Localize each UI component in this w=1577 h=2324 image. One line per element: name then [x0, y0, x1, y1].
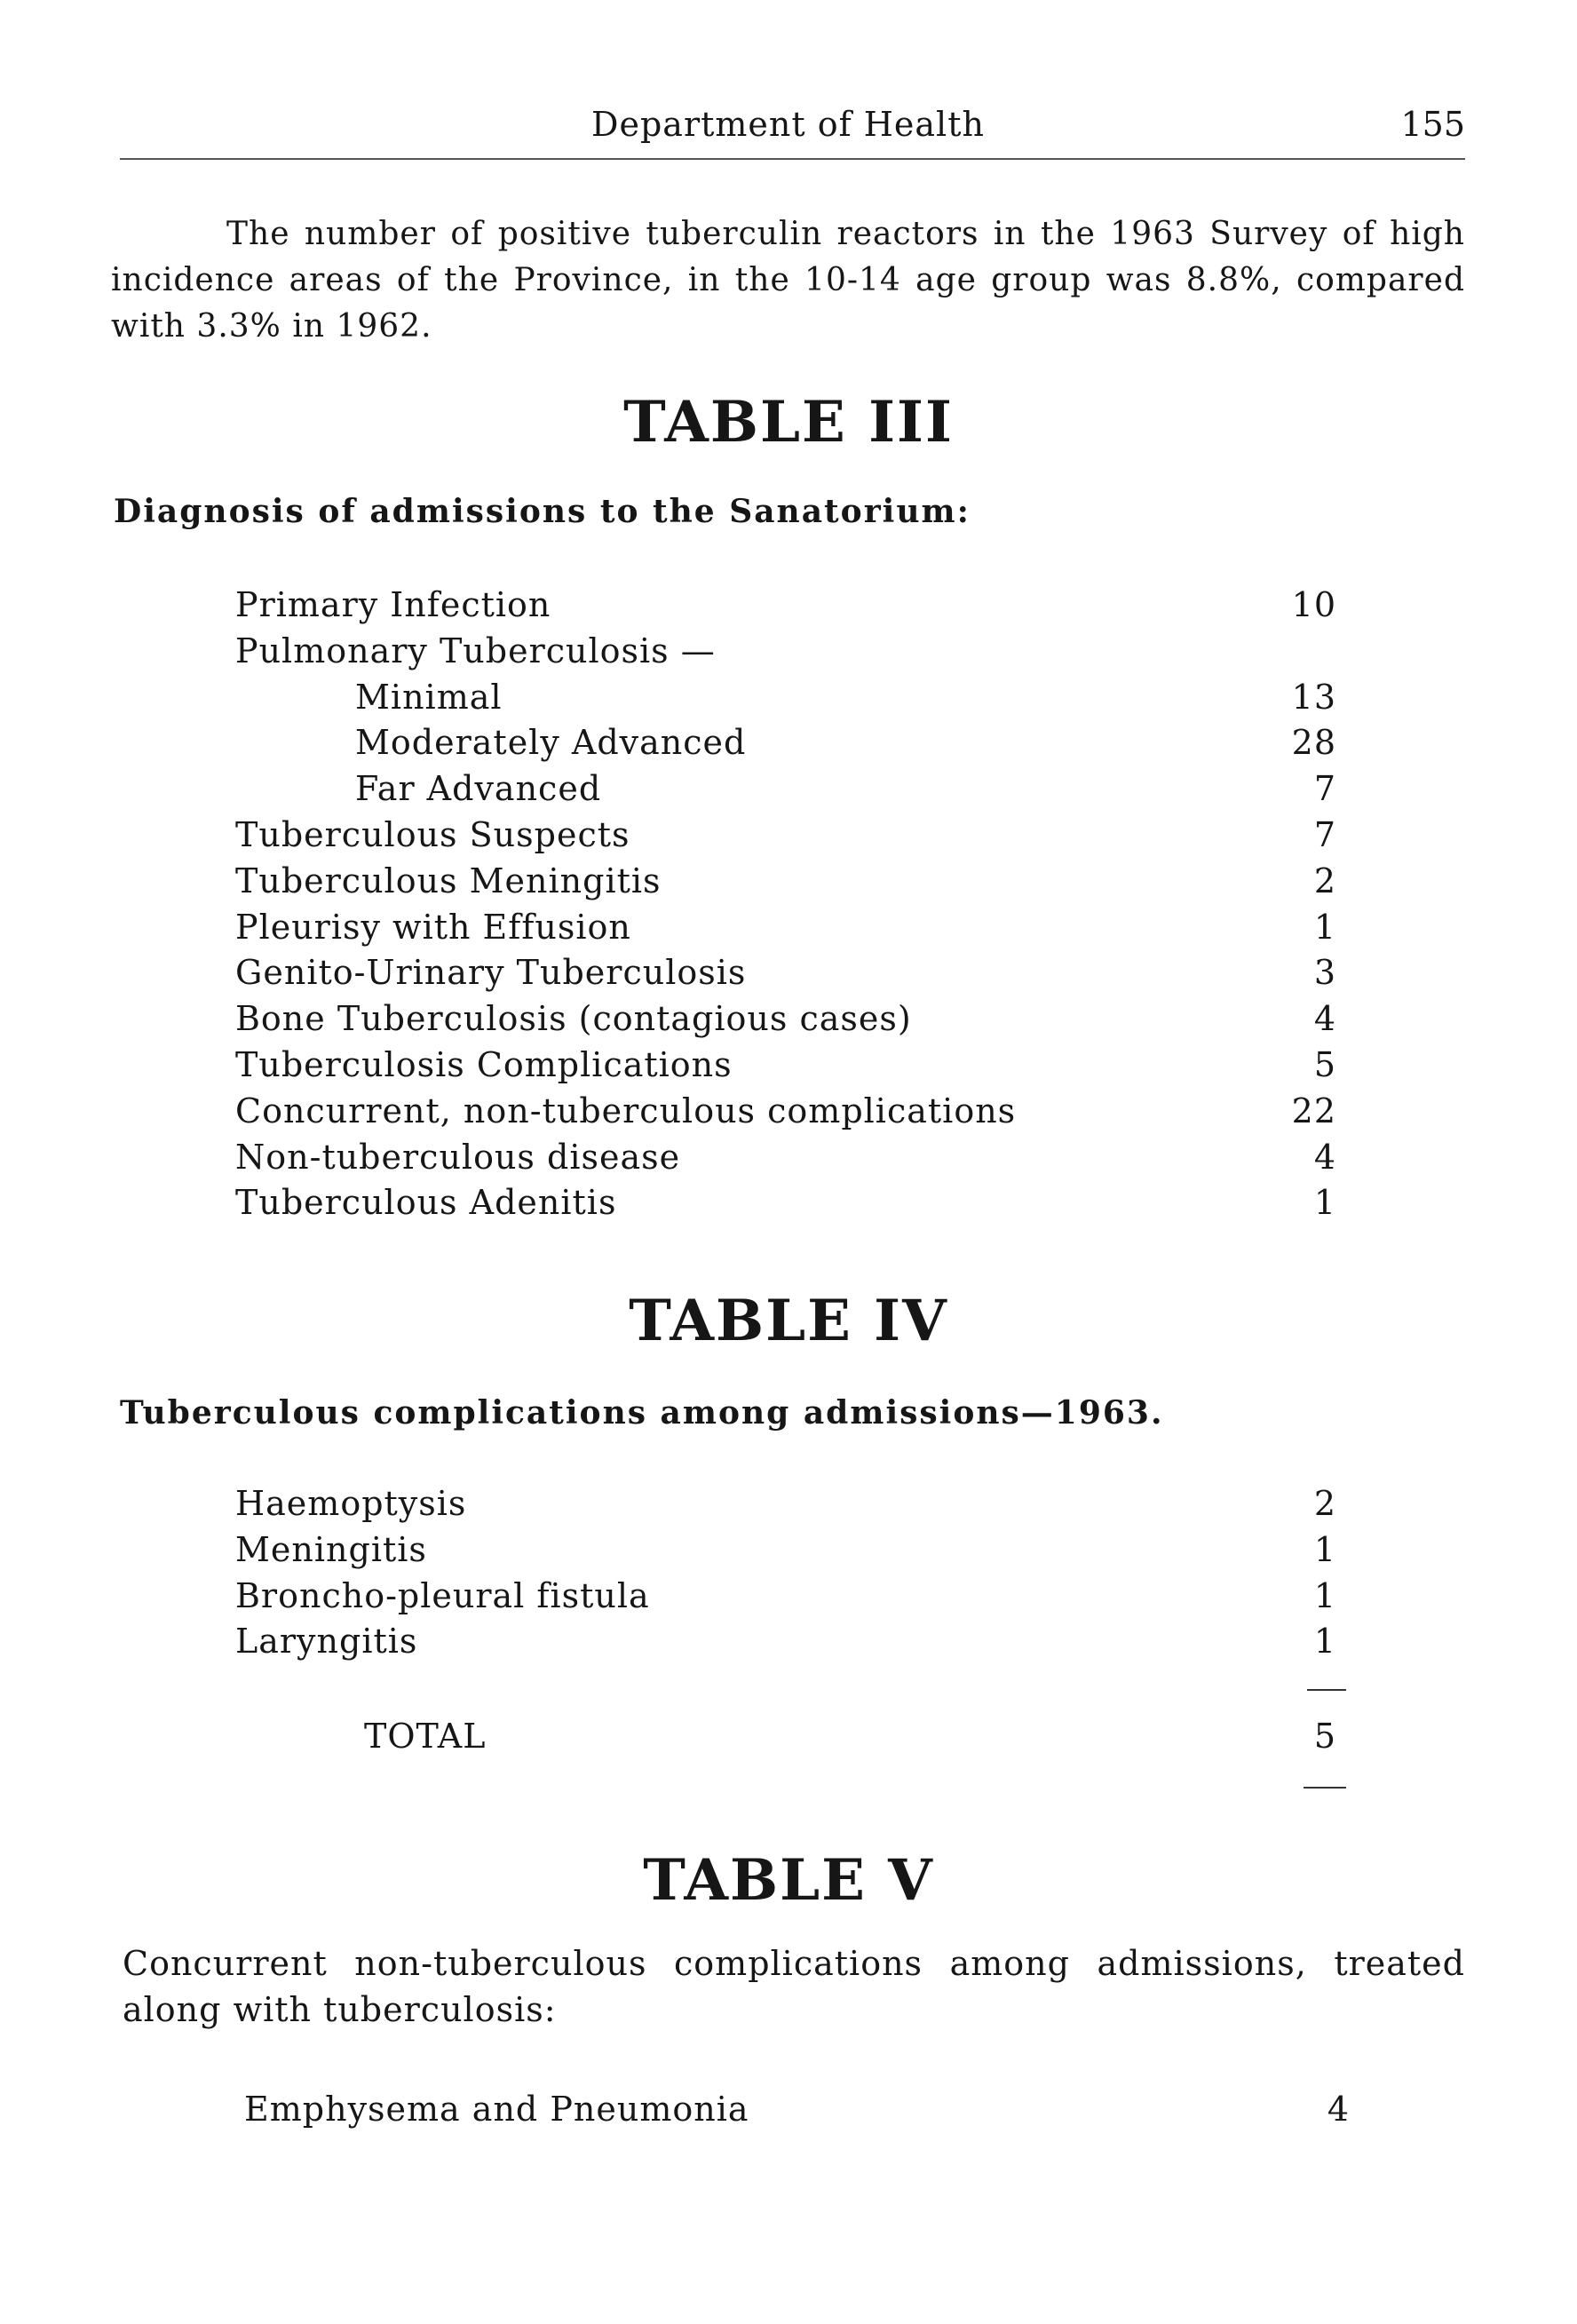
- table-4-caption: Tuberculous complications among admissions—1963.: [120, 1394, 1164, 1432]
- table-row: [235, 1574, 1336, 1620]
- table-row: [235, 766, 1336, 813]
- table-row: [235, 1135, 1336, 1181]
- row-value: 5: [1313, 1044, 1336, 1084]
- row-value: 4: [1327, 2090, 1350, 2129]
- table-row: [235, 629, 1336, 675]
- row-label: Minimal: [355, 677, 503, 717]
- row-value: 1: [1313, 1575, 1336, 1615]
- page-number: 155: [1400, 105, 1465, 144]
- intro-text: The number of positive tuberculin reactors in the 1963 Survey of high incidence areas of the Province, in the 10-14 age group was 8.8%, compared with 3.3% in 1962.: [111, 216, 1465, 345]
- row-label: Laryngitis: [235, 1622, 418, 1662]
- intro-paragraph: [111, 211, 1465, 350]
- table-row: [235, 1619, 1336, 1665]
- header-divider: [120, 158, 1465, 160]
- table-5-title: TABLE V: [643, 1847, 934, 1914]
- table-4-rows: [235, 1481, 1336, 1665]
- row-value: 3: [1313, 953, 1336, 993]
- table-3-rows: [235, 583, 1336, 1226]
- total-row: [235, 1714, 1336, 1760]
- table-5-rows: [244, 2087, 1350, 2133]
- table-4-title: TABLE IV: [629, 1288, 948, 1354]
- row-value: 1: [1313, 907, 1336, 947]
- table-row: [235, 996, 1336, 1043]
- row-value: 4: [1313, 999, 1336, 1039]
- row-value: 2: [1313, 1484, 1336, 1523]
- row-label: Tuberculous Suspects: [235, 814, 630, 854]
- row-value: 4: [1313, 1137, 1336, 1177]
- header-title: Department of Health: [591, 105, 985, 144]
- running-header: [111, 105, 1465, 158]
- row-value: 28: [1291, 723, 1336, 763]
- table-4-total: [235, 1714, 1336, 1760]
- row-label: Non-tuberculous disease: [235, 1137, 681, 1177]
- table-row: [235, 1089, 1336, 1135]
- row-label: Haemoptysis: [235, 1484, 467, 1523]
- row-value: 13: [1291, 677, 1336, 717]
- row-label: Far Advanced: [355, 769, 602, 809]
- row-value: 2: [1313, 861, 1336, 900]
- table-row: [235, 950, 1336, 996]
- table-3-title: TABLE III: [623, 389, 954, 456]
- row-value: 22: [1291, 1091, 1336, 1130]
- table-row: [244, 2087, 1350, 2133]
- row-label: Primary Infection: [235, 585, 551, 624]
- table-row: [235, 1481, 1336, 1527]
- table-5-intro: [123, 1940, 1465, 2033]
- row-value: 7: [1313, 769, 1336, 809]
- table-row: [235, 859, 1336, 905]
- row-label: Tuberculous Adenitis: [235, 1183, 617, 1223]
- table-row: [235, 1180, 1336, 1226]
- row-label: Emphysema and Pneumonia: [244, 2090, 749, 2129]
- table-row: [235, 905, 1336, 951]
- row-value: 10: [1291, 585, 1336, 624]
- row-label: Meningitis: [235, 1529, 427, 1569]
- row-label: Pleurisy with Effusion: [235, 907, 631, 947]
- table-row: [235, 1527, 1336, 1574]
- row-value: 1: [1313, 1529, 1336, 1569]
- row-value: 7: [1313, 814, 1336, 854]
- table-3-caption: Diagnosis of admissions to the Sanatorium:: [114, 493, 971, 530]
- total-rule-bottom: [1304, 1787, 1346, 1789]
- row-label: Bone Tuberculosis (contagious cases): [235, 999, 912, 1039]
- table-row: [235, 583, 1336, 629]
- table-row: [235, 813, 1336, 859]
- table-row: [235, 720, 1336, 766]
- row-label: Moderately Advanced: [355, 723, 747, 763]
- total-value: 5: [1313, 1717, 1336, 1756]
- row-label: Broncho-pleural fistula: [235, 1575, 650, 1615]
- row-label: Concurrent, non-tuberculous complications: [235, 1091, 1017, 1130]
- table-row: [235, 675, 1336, 721]
- total-label: TOTAL: [364, 1717, 487, 1756]
- table-row: [235, 1043, 1336, 1089]
- row-label: Genito-Urinary Tuberculosis: [235, 953, 747, 993]
- row-label: Pulmonary Tuberculosis —: [235, 631, 716, 670]
- total-rule-top: [1307, 1689, 1346, 1691]
- row-label: Tuberculosis Complications: [235, 1044, 733, 1084]
- row-value: 1: [1313, 1183, 1336, 1223]
- row-label: Tuberculous Meningitis: [235, 861, 662, 900]
- row-value: 1: [1313, 1622, 1336, 1662]
- table-5-intro-text: Concurrent non-tuberculous complications among admissions, treated along with tuberculosis:: [123, 1944, 1465, 2029]
